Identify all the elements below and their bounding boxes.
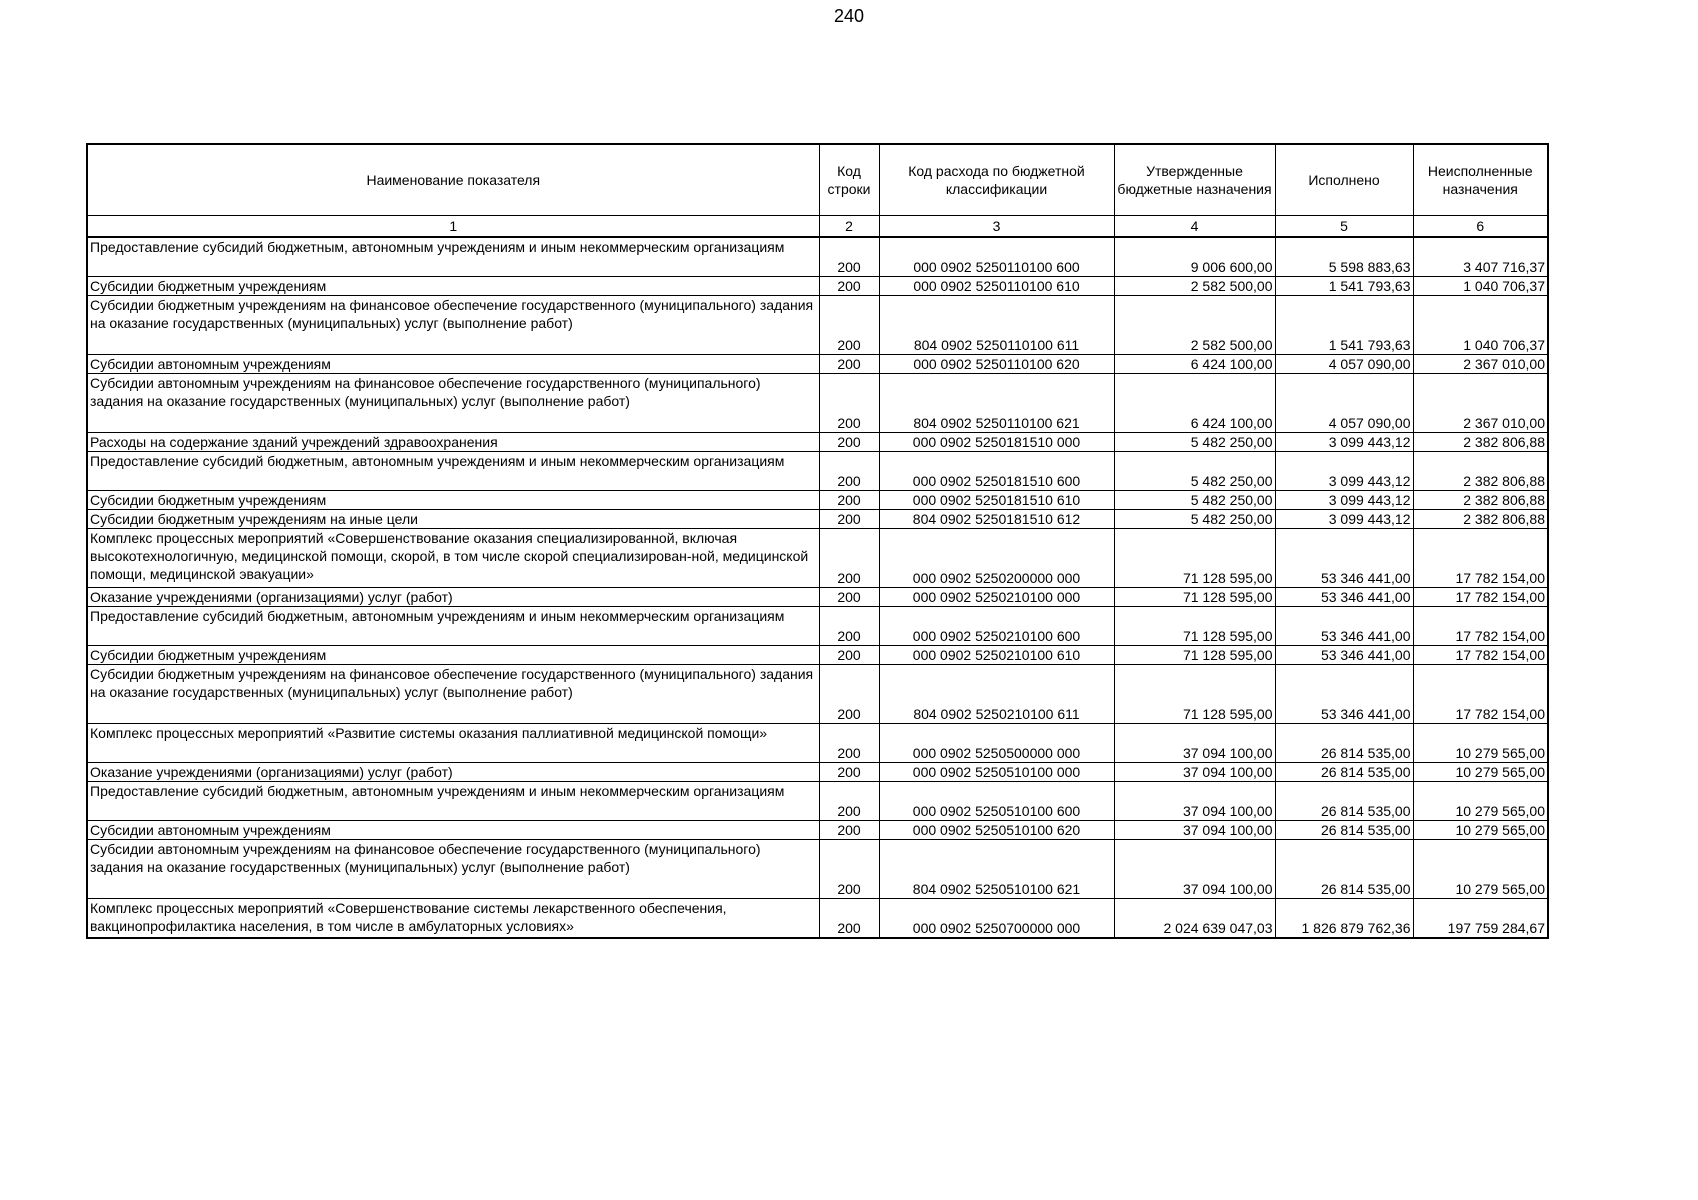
row-code: 200 bbox=[819, 296, 879, 355]
row-approved: 6 424 100,00 bbox=[1114, 355, 1275, 374]
table-row bbox=[87, 607, 1548, 646]
column-number: 4 bbox=[1114, 216, 1275, 238]
row-unexecuted: 2 382 806,88 bbox=[1413, 433, 1548, 452]
row-approved: 37 094 100,00 bbox=[1114, 763, 1275, 782]
row-name: Субсидии бюджетным учреждениям bbox=[87, 277, 819, 296]
row-code: 200 bbox=[819, 646, 879, 665]
row-code: 200 bbox=[819, 607, 879, 646]
row-kbk: 804 0902 5250181510 612 bbox=[879, 510, 1114, 529]
row-executed: 3 099 443,12 bbox=[1275, 452, 1413, 491]
row-unexecuted: 17 782 154,00 bbox=[1413, 607, 1548, 646]
row-executed: 3 099 443,12 bbox=[1275, 433, 1413, 452]
row-kbk: 000 0902 5250700000 000 bbox=[879, 899, 1114, 939]
row-approved: 71 128 595,00 bbox=[1114, 529, 1275, 588]
row-kbk: 804 0902 5250510100 621 bbox=[879, 840, 1114, 899]
table-row bbox=[87, 782, 1548, 821]
table-row bbox=[87, 296, 1548, 355]
row-code: 200 bbox=[819, 510, 879, 529]
row-code: 200 bbox=[819, 821, 879, 840]
row-approved: 5 482 250,00 bbox=[1114, 510, 1275, 529]
row-approved: 2 582 500,00 bbox=[1114, 277, 1275, 296]
row-unexecuted: 2 367 010,00 bbox=[1413, 355, 1548, 374]
row-name: Комплекс процессных мероприятий «Совершенствование системы лекарственного обеспечения, вакцинопрофилактика населения, в том числе в амбулаторных условиях» bbox=[87, 899, 819, 939]
table-row bbox=[87, 374, 1548, 433]
row-kbk: 000 0902 5250200000 000 bbox=[879, 529, 1114, 588]
row-approved: 5 482 250,00 bbox=[1114, 491, 1275, 510]
column-number: 6 bbox=[1413, 216, 1548, 238]
row-code: 200 bbox=[819, 763, 879, 782]
row-unexecuted: 17 782 154,00 bbox=[1413, 588, 1548, 607]
table-row bbox=[87, 237, 1548, 277]
header-executed: Исполнено bbox=[1275, 144, 1413, 216]
row-executed: 4 057 090,00 bbox=[1275, 374, 1413, 433]
row-code: 200 bbox=[819, 529, 879, 588]
row-kbk: 000 0902 5250181510 000 bbox=[879, 433, 1114, 452]
row-unexecuted: 1 040 706,37 bbox=[1413, 296, 1548, 355]
row-name: Оказание учреждениями (организациями) услуг (работ) bbox=[87, 588, 819, 607]
row-approved: 71 128 595,00 bbox=[1114, 646, 1275, 665]
row-unexecuted: 10 279 565,00 bbox=[1413, 782, 1548, 821]
column-number: 2 bbox=[819, 216, 879, 238]
row-name: Субсидии автономным учреждениям на финансовое обеспечение государственного (муниципального) задания на оказание государственных (муниципальных) услуг (выполнение работ) bbox=[87, 374, 819, 433]
row-unexecuted: 2 382 806,88 bbox=[1413, 491, 1548, 510]
row-name: Предоставление субсидий бюджетным, автономным учреждениям и иным некоммерческим организациям bbox=[87, 607, 819, 646]
row-approved: 2 582 500,00 bbox=[1114, 296, 1275, 355]
row-executed: 3 099 443,12 bbox=[1275, 491, 1413, 510]
table-header-row bbox=[87, 144, 1548, 216]
table-row bbox=[87, 433, 1548, 452]
row-name: Субсидии автономным учреждениям bbox=[87, 355, 819, 374]
table-row bbox=[87, 646, 1548, 665]
row-name: Предоставление субсидий бюджетным, автономным учреждениям и иным некоммерческим организациям bbox=[87, 452, 819, 491]
row-name: Субсидии бюджетным учреждениям на финансовое обеспечение государственного (муниципального) задания на оказание государственных (муниципальных) услуг (выполнение работ) bbox=[87, 296, 819, 355]
column-number: 5 bbox=[1275, 216, 1413, 238]
row-name: Субсидии бюджетным учреждениям bbox=[87, 646, 819, 665]
row-approved: 37 094 100,00 bbox=[1114, 840, 1275, 899]
table-row bbox=[87, 840, 1548, 899]
row-kbk: 000 0902 5250510100 620 bbox=[879, 821, 1114, 840]
table-row bbox=[87, 277, 1548, 296]
row-kbk: 000 0902 5250500000 000 bbox=[879, 724, 1114, 763]
row-name: Предоставление субсидий бюджетным, автономным учреждениям и иным некоммерческим организациям bbox=[87, 782, 819, 821]
table-row bbox=[87, 588, 1548, 607]
row-unexecuted: 17 782 154,00 bbox=[1413, 646, 1548, 665]
table-row bbox=[87, 355, 1548, 374]
header-unexecuted: Неисполненные назначения bbox=[1413, 144, 1548, 216]
row-code: 200 bbox=[819, 433, 879, 452]
row-executed: 1 826 879 762,36 bbox=[1275, 899, 1413, 939]
header-row-code: Код строки bbox=[819, 144, 879, 216]
row-executed: 1 541 793,63 bbox=[1275, 277, 1413, 296]
row-code: 200 bbox=[819, 840, 879, 899]
row-approved: 71 128 595,00 bbox=[1114, 588, 1275, 607]
row-kbk: 000 0902 5250181510 600 bbox=[879, 452, 1114, 491]
row-unexecuted: 10 279 565,00 bbox=[1413, 840, 1548, 899]
row-code: 200 bbox=[819, 665, 879, 724]
row-name: Субсидии бюджетным учреждениям на финансовое обеспечение государственного (муниципального) задания на оказание государственных (муниципальных) услуг (выполнение работ) bbox=[87, 665, 819, 724]
table-row bbox=[87, 510, 1548, 529]
table-row bbox=[87, 529, 1548, 588]
row-approved: 37 094 100,00 bbox=[1114, 724, 1275, 763]
row-approved: 5 482 250,00 bbox=[1114, 433, 1275, 452]
row-executed: 53 346 441,00 bbox=[1275, 607, 1413, 646]
budget-execution-table bbox=[86, 143, 1549, 939]
row-name: Субсидии бюджетным учреждениям bbox=[87, 491, 819, 510]
row-unexecuted: 3 407 716,37 bbox=[1413, 237, 1548, 277]
row-kbk: 804 0902 5250210100 611 bbox=[879, 665, 1114, 724]
row-code: 200 bbox=[819, 277, 879, 296]
row-unexecuted: 197 759 284,67 bbox=[1413, 899, 1548, 939]
table-row bbox=[87, 821, 1548, 840]
row-unexecuted: 1 040 706,37 bbox=[1413, 277, 1548, 296]
row-executed: 3 099 443,12 bbox=[1275, 510, 1413, 529]
row-approved: 71 128 595,00 bbox=[1114, 607, 1275, 646]
row-code: 200 bbox=[819, 452, 879, 491]
table-row bbox=[87, 763, 1548, 782]
row-code: 200 bbox=[819, 724, 879, 763]
row-executed: 26 814 535,00 bbox=[1275, 763, 1413, 782]
page-number: 240 bbox=[833, 6, 865, 26]
table-row bbox=[87, 452, 1548, 491]
row-kbk: 804 0902 5250110100 621 bbox=[879, 374, 1114, 433]
row-kbk: 804 0902 5250110100 611 bbox=[879, 296, 1114, 355]
row-executed: 4 057 090,00 bbox=[1275, 355, 1413, 374]
row-executed: 26 814 535,00 bbox=[1275, 782, 1413, 821]
row-unexecuted: 2 382 806,88 bbox=[1413, 452, 1548, 491]
row-executed: 26 814 535,00 bbox=[1275, 724, 1413, 763]
row-approved: 5 482 250,00 bbox=[1114, 452, 1275, 491]
row-kbk: 000 0902 5250510100 000 bbox=[879, 763, 1114, 782]
row-kbk: 000 0902 5250210100 610 bbox=[879, 646, 1114, 665]
row-kbk: 000 0902 5250210100 000 bbox=[879, 588, 1114, 607]
row-name: Субсидии автономным учреждениям на финансовое обеспечение государственного (муниципального) задания на оказание государственных (муниципальных) услуг (выполнение работ) bbox=[87, 840, 819, 899]
row-approved: 2 024 639 047,03 bbox=[1114, 899, 1275, 939]
row-approved: 37 094 100,00 bbox=[1114, 782, 1275, 821]
row-executed: 1 541 793,63 bbox=[1275, 296, 1413, 355]
column-number: 3 bbox=[879, 216, 1114, 238]
row-executed: 26 814 535,00 bbox=[1275, 821, 1413, 840]
header-kbk: Код расхода по бюджетной классификации bbox=[879, 144, 1114, 216]
row-name: Оказание учреждениями (организациями) услуг (работ) bbox=[87, 763, 819, 782]
row-kbk: 000 0902 5250510100 600 bbox=[879, 782, 1114, 821]
row-executed: 53 346 441,00 bbox=[1275, 529, 1413, 588]
row-approved: 37 094 100,00 bbox=[1114, 821, 1275, 840]
row-kbk: 000 0902 5250110100 620 bbox=[879, 355, 1114, 374]
header-approved: Утвержденные бюджетные назначения bbox=[1114, 144, 1275, 216]
column-number-row bbox=[87, 216, 1548, 238]
column-number: 1 bbox=[87, 216, 819, 238]
table-row bbox=[87, 899, 1548, 939]
header-name: Наименование показателя bbox=[87, 144, 819, 216]
row-unexecuted: 10 279 565,00 bbox=[1413, 763, 1548, 782]
row-code: 200 bbox=[819, 588, 879, 607]
table-row bbox=[87, 491, 1548, 510]
row-approved: 6 424 100,00 bbox=[1114, 374, 1275, 433]
row-executed: 5 598 883,63 bbox=[1275, 237, 1413, 277]
row-name: Расходы на содержание зданий учреждений здравоохранения bbox=[87, 433, 819, 452]
row-unexecuted: 2 382 806,88 bbox=[1413, 510, 1548, 529]
row-code: 200 bbox=[819, 374, 879, 433]
table-row bbox=[87, 724, 1548, 763]
row-unexecuted: 17 782 154,00 bbox=[1413, 665, 1548, 724]
table-row bbox=[87, 665, 1548, 724]
row-unexecuted: 10 279 565,00 bbox=[1413, 724, 1548, 763]
row-name: Комплекс процессных мероприятий «Совершенствование оказания специализированной, включая высокотехнологичную, медицинской помощи, скорой, в том числе скорой специализирован-ной, медицинской помощи, медицинской эвакуации» bbox=[87, 529, 819, 588]
row-code: 200 bbox=[819, 899, 879, 939]
row-executed: 53 346 441,00 bbox=[1275, 665, 1413, 724]
row-code: 200 bbox=[819, 782, 879, 821]
row-code: 200 bbox=[819, 491, 879, 510]
row-name: Субсидии бюджетным учреждениям на иные цели bbox=[87, 510, 819, 529]
row-kbk: 000 0902 5250181510 610 bbox=[879, 491, 1114, 510]
row-unexecuted: 10 279 565,00 bbox=[1413, 821, 1548, 840]
row-code: 200 bbox=[819, 355, 879, 374]
row-kbk: 000 0902 5250110100 610 bbox=[879, 277, 1114, 296]
row-code: 200 bbox=[819, 237, 879, 277]
row-executed: 26 814 535,00 bbox=[1275, 840, 1413, 899]
row-kbk: 000 0902 5250110100 600 bbox=[879, 237, 1114, 277]
row-unexecuted: 2 367 010,00 bbox=[1413, 374, 1548, 433]
row-name: Комплекс процессных мероприятий «Развитие системы оказания паллиативной медицинской помощи» bbox=[87, 724, 819, 763]
row-approved: 71 128 595,00 bbox=[1114, 665, 1275, 724]
row-name: Предоставление субсидий бюджетным, автономным учреждениям и иным некоммерческим организациям bbox=[87, 237, 819, 277]
row-approved: 9 006 600,00 bbox=[1114, 237, 1275, 277]
row-unexecuted: 17 782 154,00 bbox=[1413, 529, 1548, 588]
row-executed: 53 346 441,00 bbox=[1275, 588, 1413, 607]
row-kbk: 000 0902 5250210100 600 bbox=[879, 607, 1114, 646]
row-name: Субсидии автономным учреждениям bbox=[87, 821, 819, 840]
row-executed: 53 346 441,00 bbox=[1275, 646, 1413, 665]
